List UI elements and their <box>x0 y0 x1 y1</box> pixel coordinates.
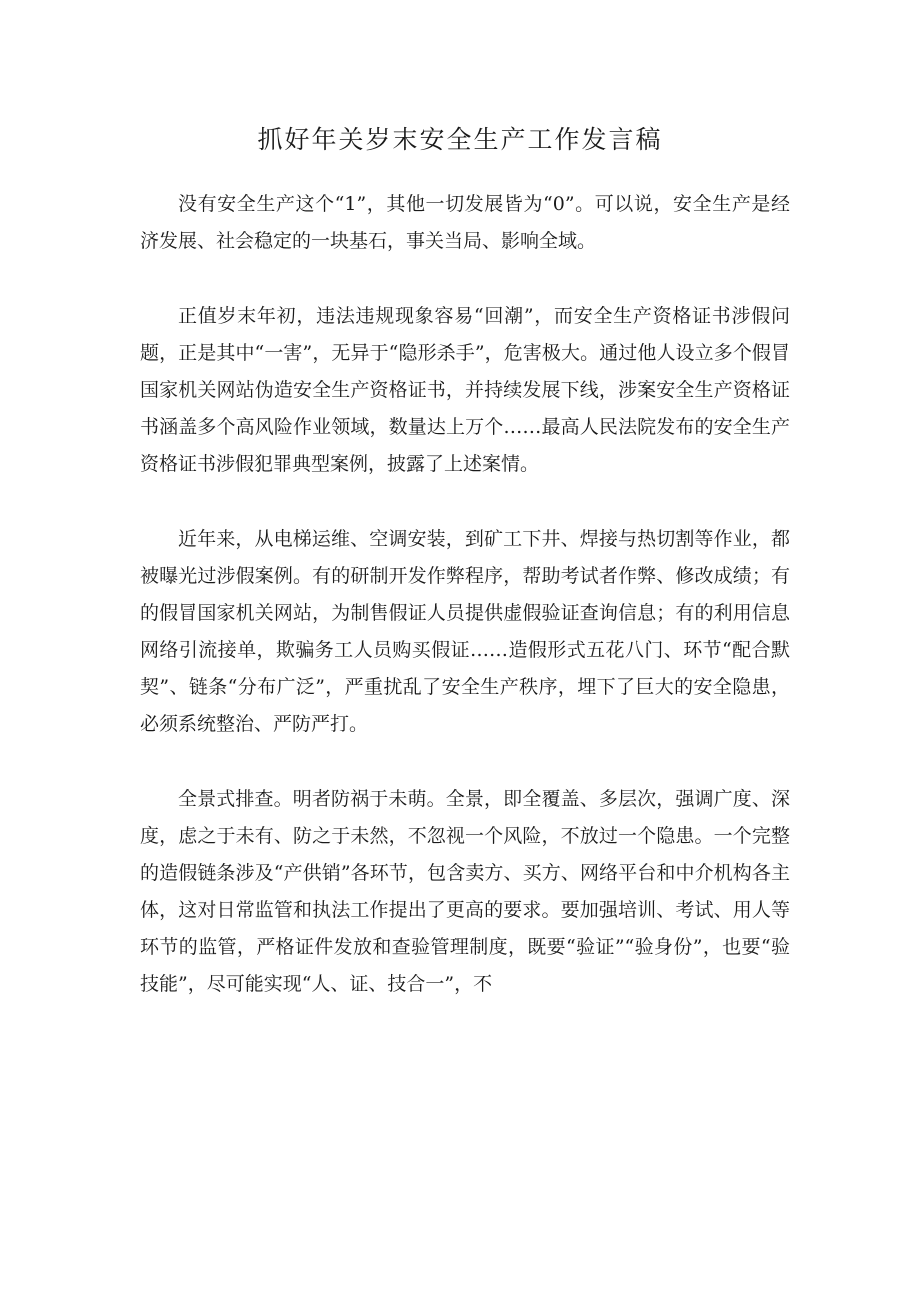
document-title: 抓好年关岁末安全生产工作发言稿 <box>257 125 663 154</box>
paragraph-3: 近年来，从电梯运维、空调安装，到矿工下井、焊接与热切割等作业，都被曝光过涉假案例。有的研制开发作弊程序，帮助考试者作弊、修改成绩；有的假冒国家机关网站，为制售假证人员提供虚假验证查询信息；有的利用信息网络引流接单，欺骗务工人员购买假证……造假形式五花八门、环节“配合默契”、链条“分布广泛”，严重扰乱了安全生产秩序，埋下了巨大的安全隐患，必须系统整治、严防严打。 <box>140 528 790 735</box>
document-body <box>140 186 790 1003</box>
paragraph-2: 正值岁末年初，违法违规现象容易“回潮”，而安全生产资格证书涉假问题，正是其中“一害”，无异于“隐形杀手”，危害极大。通过他人设立多个假冒国家机关网站伪造安全生产资格证书，并持续发展下线，涉案安全生产资格证书涵盖多个高风险作业领域，数量达上万个……最高人民法院发布的安全生产资格证书涉假犯罪典型案例，披露了上述案情。 <box>140 305 790 475</box>
paragraph-4: 全景式排查。明者防祸于未萌。全景，即全覆盖、多层次，强调广度、深度，虑之于未有、防之于未然，不忽视一个风险，不放过一个隐患。一个完整的造假链条涉及“产供销”各环节，包含卖方、买方、网络平台和中介机构各主体，这对日常监管和执法工作提出了更高的要求。要加强培训、考试、用人等环节的监管，严格证件发放和查验管理制度，既要“验证”“验身份”，也要“验技能”，尽可能实现“人、证、技合一”，不 <box>140 788 790 995</box>
paragraph-1: 没有安全生产这个“1”，其他一切发展皆为“0”。可以说，安全生产是经济发展、社会稳定的一块基石，事关当局、影响全域。 <box>140 193 790 252</box>
